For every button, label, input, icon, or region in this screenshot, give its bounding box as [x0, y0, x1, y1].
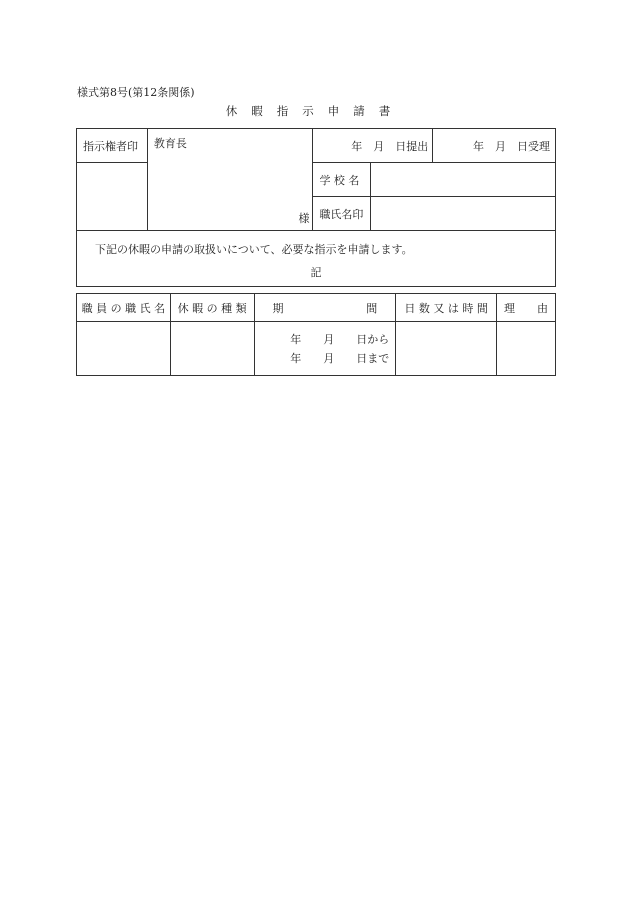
honorific-sama: 様: [298, 212, 310, 225]
recipient-name: 教育長: [153, 137, 187, 150]
ki-label: 記: [310, 266, 322, 279]
header-reason: [497, 294, 556, 322]
approval-seal-box[interactable]: [77, 163, 148, 231]
header-leave-type: 休 暇 の 種 類: [170, 294, 254, 322]
leave-type-field[interactable]: [170, 322, 254, 376]
statement-cell: [77, 231, 556, 287]
form-title: 休暇指示申請書: [225, 104, 405, 118]
header-employee-name: 職 員 の 職 氏 名: [77, 294, 171, 322]
period-to: 年 月 日まで: [290, 351, 390, 365]
header-days-hours: 日 数 又 は 時 間: [396, 294, 497, 322]
header-table: [76, 128, 556, 287]
position-seal-label: 職氏名印: [313, 197, 371, 231]
position-seal-field[interactable]: [371, 197, 556, 231]
period-from: 年 月 日から: [290, 332, 390, 346]
form-number: 様式第8号(第12条関係): [77, 86, 195, 99]
header-reason-yu: 由: [537, 301, 548, 315]
header-period: [254, 294, 396, 322]
period-field[interactable]: [254, 322, 396, 376]
school-name-label: 学 校 名: [313, 163, 371, 197]
school-name-field[interactable]: [371, 163, 556, 197]
statement-text: 下記の休暇の申請の取扱いについて、必要な指示を申請します。: [95, 243, 413, 256]
leave-table: [76, 293, 556, 376]
employee-name-field[interactable]: [77, 322, 171, 376]
recipient-cell: [147, 129, 313, 231]
received-date[interactable]: 年 月 日受理: [433, 129, 556, 163]
approval-seal-label: 指示権者印: [77, 129, 148, 163]
submitted-date[interactable]: 年 月 日提出: [313, 129, 433, 163]
reason-field[interactable]: [497, 322, 556, 376]
header-reason-ri: 理: [504, 301, 516, 315]
header-period-kan: 間: [366, 301, 378, 315]
header-period-ki: 期: [272, 301, 284, 315]
days-hours-field[interactable]: [396, 322, 497, 376]
